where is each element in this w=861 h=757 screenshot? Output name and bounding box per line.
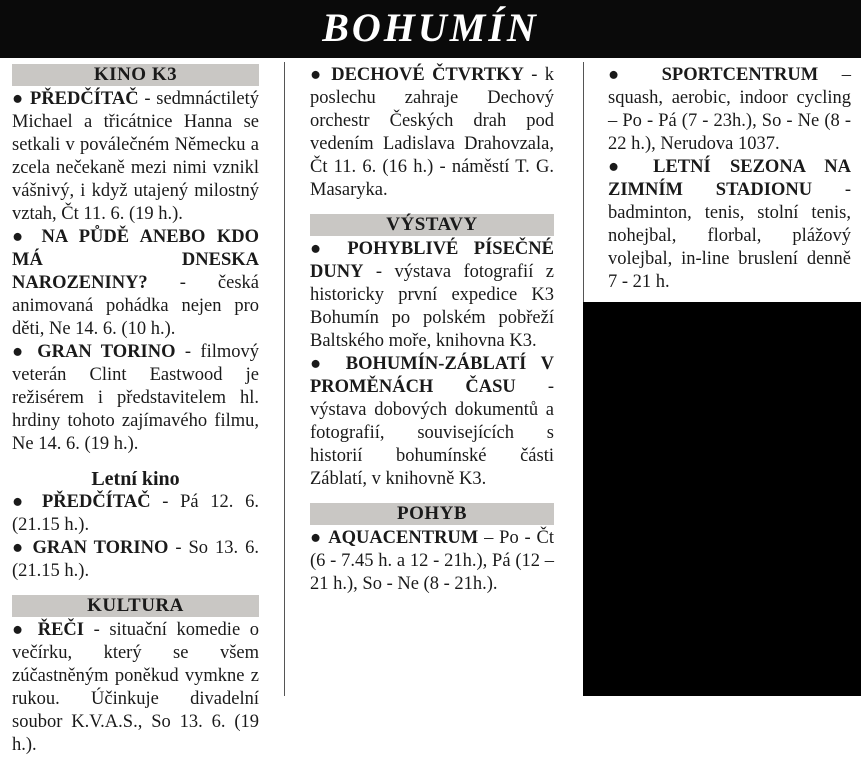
bullet-icon: ●: [310, 354, 332, 374]
bullet-icon: ●: [310, 528, 323, 548]
listing-text: - sedmnáctiletý Michael a třicátnice Hanna se setkali v poválečném Německu a zcela nečekaně mezi nimi vznikl vášnivý, i když utajený milostný vztah, Čt 11. 6. (19 h.).: [12, 89, 259, 224]
listing-predcitac-letni: [12, 491, 259, 537]
section-heading-kino: KINO K3: [12, 64, 259, 86]
bullet-icon: ●: [12, 620, 29, 640]
column-divider: [284, 62, 285, 696]
listing-reci: [12, 619, 259, 757]
bullet-icon: ●: [608, 65, 639, 85]
listing-title: NA PŮDĚ ANEBO KDO MÁ DNESKA NAROZENINY?: [12, 227, 259, 293]
bullet-icon: ●: [12, 538, 26, 558]
listing-title: LETNÍ SEZONA NA ZIMNÍM STADIONU: [608, 157, 852, 200]
listing-title: BOHUMÍN-ZÁBLATÍ V PROMĚNÁCH ČASU: [310, 354, 555, 397]
listing-title: PŘEDČÍTAČ: [30, 89, 139, 109]
column-2: [310, 0, 554, 596]
listing-title: SPORTCENTRUM: [661, 65, 819, 85]
listing-text: - So 13. 6. (21.15 h.).: [12, 538, 259, 581]
bullet-icon: ●: [12, 342, 28, 362]
listing-predcitac: [12, 88, 259, 226]
listing-text: - situační komedie o večírku, který se všem zúčastněným poněkud vymkne z rukou. Účinkuje divadelní soubor K.V.A.S., So 13. 6. (19 h.).: [12, 620, 259, 755]
page-title: BOHUMÍN: [322, 5, 539, 50]
listing-zablati: [310, 353, 554, 491]
listing-gran-torino: [12, 341, 259, 456]
listing-text: - Pá 12. 6. (21.15 h.).: [12, 492, 259, 535]
bullet-icon: ●: [310, 239, 332, 259]
bullet-icon: ●: [12, 227, 31, 247]
listing-text: - výstava fotografií z historicky první expedice K3 Bohumín po polském pobřeží Baltského moře, knihovna K3.: [310, 262, 554, 351]
column-3: [608, 64, 851, 294]
listing-text: - česká animovaná pohádka nejen pro děti, Ne 14. 6. (10 h.).: [12, 273, 259, 339]
listing-text: – squash, aerobic, indoor cycling – Po - Pá (7 - 23h.), So - Ne (8 - 22 h.), Nerudova 1037.: [608, 65, 851, 154]
listing-title: PŘEDČÍTAČ: [41, 492, 151, 512]
bullet-icon: ●: [12, 89, 25, 109]
listing-title: DECHOVÉ ČTVRTKY: [331, 65, 524, 85]
listing-letni-sezona: [608, 156, 851, 294]
section-heading-letni-kino: Letní kino: [91, 468, 180, 490]
listing-sportcentrum: [608, 64, 851, 156]
section-heading-pohyb: POHYB: [310, 503, 554, 525]
bullet-icon: ●: [608, 157, 634, 177]
bullet-icon: ●: [12, 492, 31, 512]
bullet-icon: ●: [310, 65, 324, 85]
listing-text: - filmový veterán Clint Eastwood je režisérem i představitelem hl. hrdiny tohoto zajímavého filmu, Ne 14. 6. (19 h.).: [12, 342, 259, 454]
listing-pisecne-duny: [310, 238, 554, 353]
listing-na-pude: [12, 226, 259, 341]
black-area: [583, 302, 861, 696]
section-heading-vystavy: VÝSTAVY: [310, 214, 554, 236]
column-1: [12, 64, 259, 757]
listing-text: - k poslechu zahraje Dechový orchestr Českých drah pod vedením Ladislava Drahovzala, Čt 11. 6. (16 h.) - náměstí T. G. Masaryka.: [310, 65, 554, 200]
listing-text: - badminton, tenis, stolní tenis, nohejbal, florbal, plážový volejbal, in-line bruslení denně 7 - 21 h.: [608, 180, 851, 292]
column-divider: [583, 62, 584, 302]
listing-aquacentrum: [310, 527, 554, 596]
listing-title: POHYBLIVÉ PÍSEČNÉ DUNY: [310, 239, 554, 282]
listing-gran-torino-letni: [12, 537, 259, 583]
listing-title: ŘEČI: [37, 620, 84, 640]
listing-title: GRAN TORINO: [32, 538, 169, 558]
listing-title: AQUACENTRUM: [328, 528, 479, 548]
listing-text: - výstava dobových dokumentů a fotografií, souvisejících s historií bohumínské části Záblatí, v knihovně K3.: [310, 377, 554, 489]
section-heading-kultura: KULTURA: [12, 595, 259, 617]
listing-text: – Po - Čt (6 - 7.45 h. a 12 - 21h.), Pá (12 – 21 h.), So - Ne (8 - 21h.).: [310, 528, 554, 594]
listing-title: GRAN TORINO: [37, 342, 176, 362]
listing-dechove-ctvrtky: [310, 64, 554, 202]
